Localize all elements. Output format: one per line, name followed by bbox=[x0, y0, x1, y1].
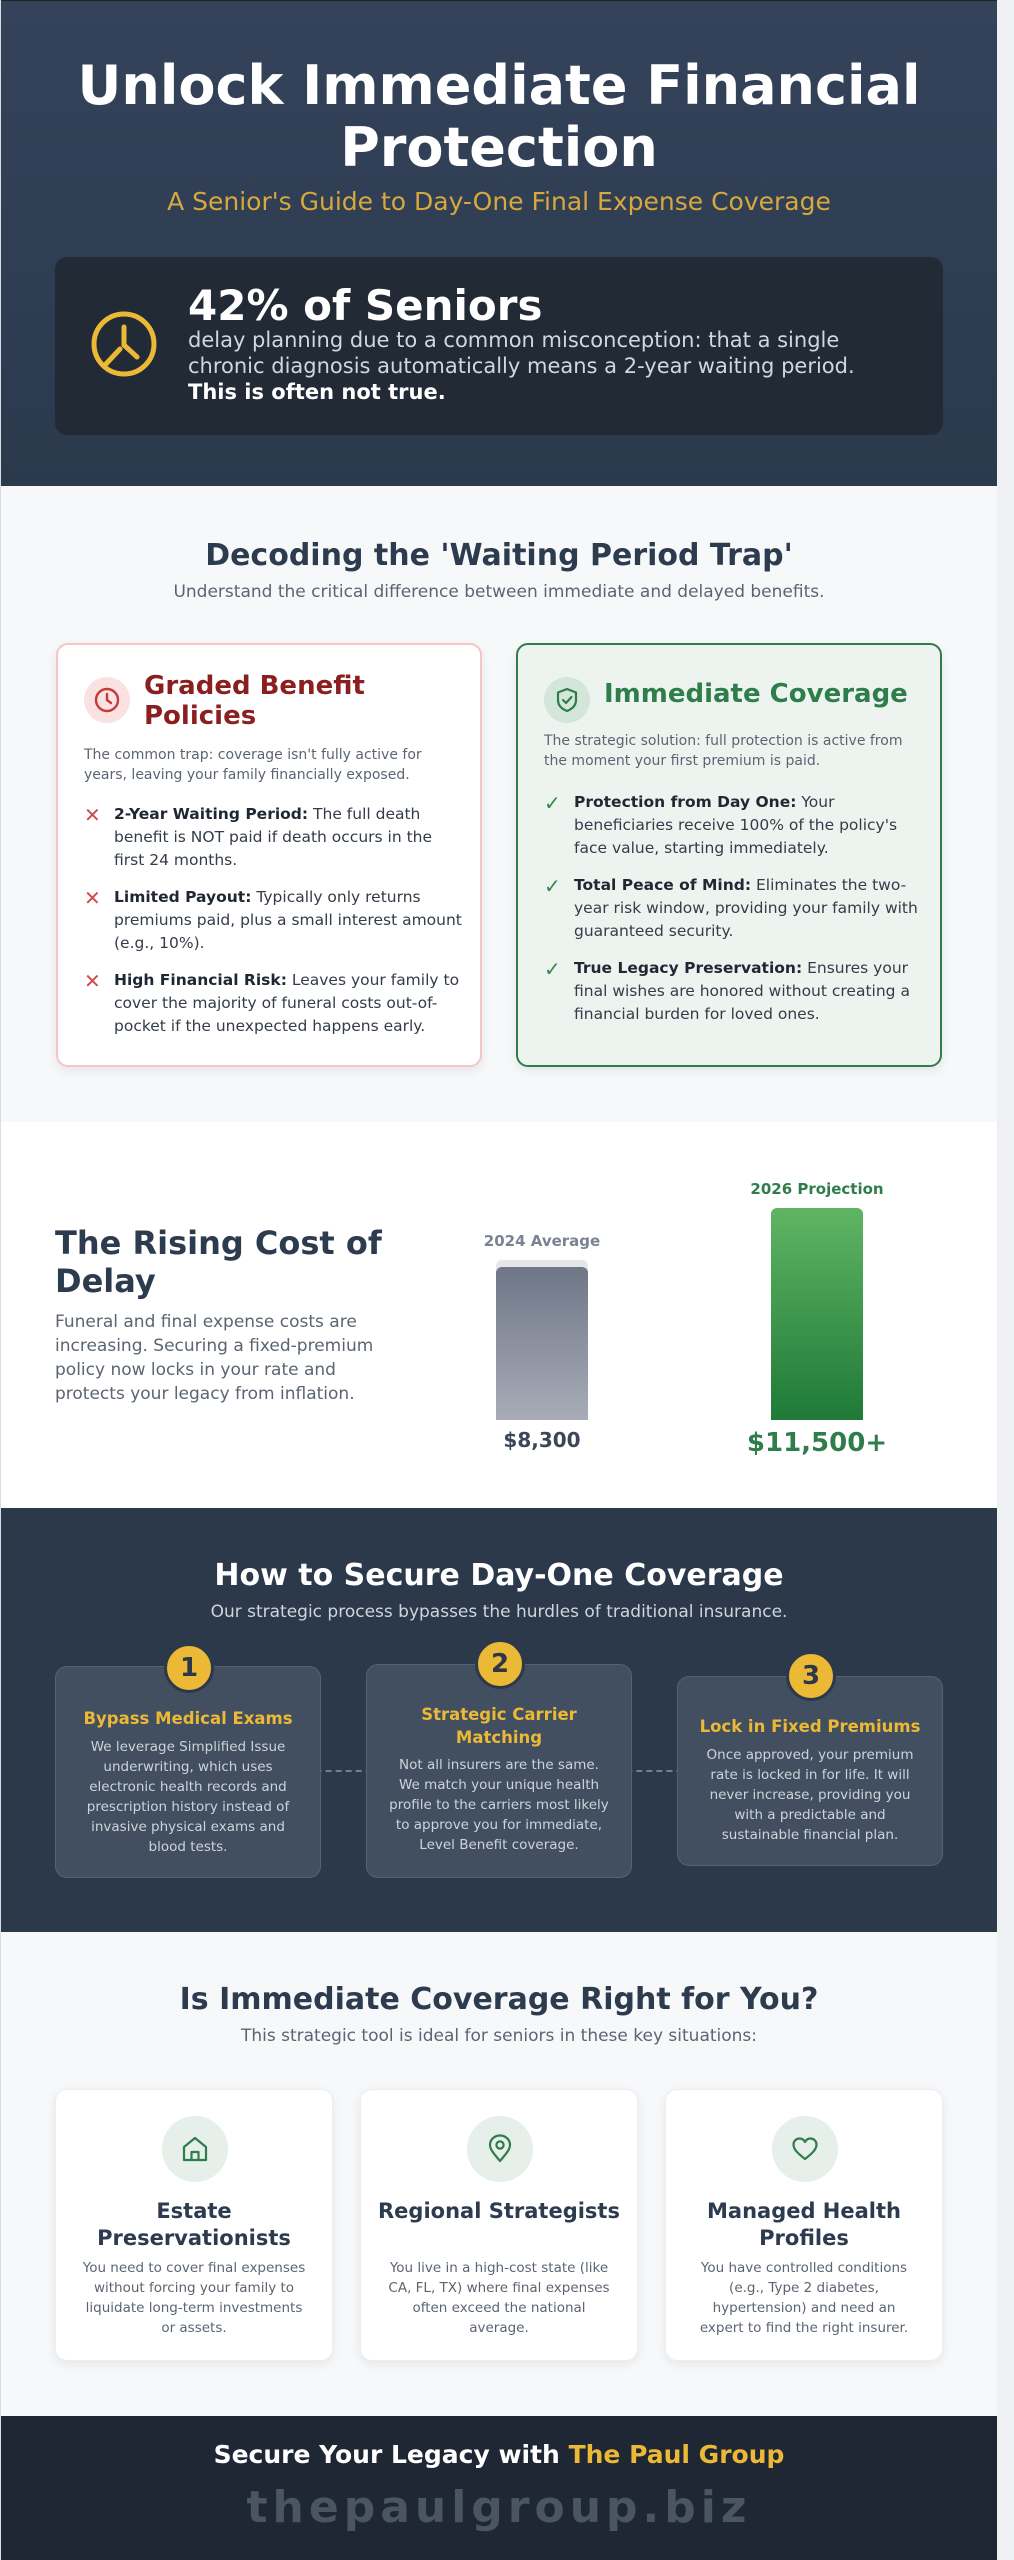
step-text: Once approved, your premium rate is locked in for life. It will never increase, providing you with a predictable and sustainable financial plan. bbox=[706, 1747, 914, 1843]
hero-subtitle: A Senior's Guide to Day-One Final Expense Coverage bbox=[167, 187, 831, 216]
fit-card-text: You need to cover final expenses without forcing your family to liquidate long-term investments or assets. bbox=[82, 2260, 306, 2336]
graded-item-body: Typically only returns premiums paid, plus a small interest amount (e.g., 10%). bbox=[114, 888, 462, 952]
clock-icon bbox=[84, 677, 130, 723]
process-subtitle: Our strategic process bypasses the hurdles of traditional insurance. bbox=[210, 1602, 788, 1622]
graded-item-label: Limited Payout: bbox=[114, 888, 252, 906]
immediate-item-body: Ensures your final wishes are honored without creating a financial burden for loved ones. bbox=[574, 959, 910, 1023]
home-icon bbox=[162, 2116, 228, 2182]
hero-section bbox=[1, 0, 997, 486]
step-number: 3 bbox=[786, 1651, 836, 1701]
x-icon: ✕ bbox=[84, 803, 101, 827]
immediate-item-text bbox=[574, 957, 926, 1026]
graded-item-label: High Financial Risk: bbox=[114, 971, 287, 989]
stat-text bbox=[188, 327, 908, 405]
immediate-title: Immediate Coverage bbox=[604, 679, 908, 709]
immediate-item-text bbox=[574, 791, 926, 860]
step-title: Lock in Fixed Premiums bbox=[699, 1717, 921, 1736]
graded-item-text bbox=[114, 803, 466, 872]
process-section bbox=[1, 1508, 997, 1932]
fit-title: Is Immediate Coverage Right for You? bbox=[179, 1982, 819, 2017]
comparison-title: Decoding the 'Waiting Period Trap' bbox=[205, 538, 793, 573]
clock-slash-icon bbox=[89, 309, 159, 379]
comparison-section bbox=[1, 486, 997, 1122]
chart-value-label: $8,300 bbox=[503, 1428, 581, 1452]
graded-description: The common trap: coverage isn't fully active for years, leaving your family financially exposed. bbox=[84, 747, 422, 783]
chart-bar bbox=[496, 1267, 588, 1420]
process-title: How to Secure Day-One Coverage bbox=[214, 1558, 784, 1593]
footer bbox=[1, 2416, 997, 2560]
check-icon: ✓ bbox=[544, 791, 561, 815]
chart-category-label: 2026 Projection bbox=[750, 1180, 884, 1198]
map-pin-icon bbox=[467, 2116, 533, 2182]
stat-body: delay planning due to a common misconception: that a single chronic diagnosis automatically means a 2-year waiting period. bbox=[188, 328, 855, 378]
x-icon: ✕ bbox=[84, 886, 101, 910]
step-number: 1 bbox=[164, 1643, 214, 1693]
graded-item-text bbox=[114, 969, 466, 1038]
fit-section bbox=[1, 1932, 997, 2416]
stat-emphasis: This is often not true. bbox=[188, 380, 446, 404]
stat-card bbox=[55, 257, 943, 435]
shield-check-icon bbox=[544, 677, 590, 723]
cost-description: Funeral and final expense costs are increasing. Securing a fixed-premium policy now locks in your rate and protects your legacy from inflation. bbox=[55, 1312, 374, 1404]
fit-card bbox=[55, 2089, 333, 2361]
graded-item-body: Leaves your family to cover the majority of funeral costs out-of-pocket if the unexpected happens early. bbox=[114, 971, 460, 1035]
footer-tagline bbox=[1, 2440, 997, 2469]
step-text: Not all insurers are the same. We match your unique health profile to the carriers most likely to approve you for immediate, Level Benefit coverage. bbox=[389, 1757, 609, 1853]
immediate-item-label: True Legacy Preservation: bbox=[574, 959, 803, 977]
hero-title: Unlock Immediate Financial Protection bbox=[77, 54, 921, 179]
process-step bbox=[677, 1661, 943, 1866]
immediate-description: The strategic solution: full protection is active from the moment your first premium is paid. bbox=[544, 733, 903, 769]
immediate-item-body: Eliminates the two-year risk window, providing your family with guaranteed security. bbox=[574, 876, 918, 940]
fit-card bbox=[665, 2089, 943, 2361]
stat-number: 42% of Seniors bbox=[188, 281, 543, 330]
immediate-item-text bbox=[574, 874, 926, 943]
step-title: Bypass Medical Exams bbox=[83, 1709, 293, 1728]
fit-card-title: Regional Strategists bbox=[378, 2199, 620, 2223]
process-step bbox=[55, 1653, 321, 1878]
check-icon: ✓ bbox=[544, 957, 561, 981]
immediate-item-label: Total Peace of Mind: bbox=[574, 876, 752, 894]
graded-item-label: 2-Year Waiting Period: bbox=[114, 805, 309, 823]
step-text: We leverage Simplified Issue underwriting, which uses electronic health records and prescription history instead of invasive physical exams and blood tests. bbox=[86, 1739, 290, 1855]
fit-subtitle: This strategic tool is ideal for seniors in these key situations: bbox=[240, 2026, 758, 2046]
step-number: 2 bbox=[475, 1639, 525, 1689]
chart-category-label: 2024 Average bbox=[483, 1232, 601, 1250]
fit-card-text: You have controlled conditions (e.g., Type 2 diabetes, hypertension) and need an expert to find the right insurer. bbox=[699, 2260, 909, 2336]
heart-icon bbox=[772, 2116, 838, 2182]
process-step bbox=[366, 1649, 632, 1878]
footer-brand: The Paul Group bbox=[568, 2440, 785, 2469]
check-icon: ✓ bbox=[544, 874, 561, 898]
footer-lead: Secure Your Legacy with bbox=[213, 2440, 560, 2469]
fit-card bbox=[360, 2089, 638, 2361]
immediate-coverage-card bbox=[516, 643, 942, 1067]
immediate-item-label: Protection from Day One: bbox=[574, 793, 797, 811]
chart-value-label: $11,500+ bbox=[746, 1428, 888, 1458]
step-title: Strategic Carrier Matching bbox=[421, 1705, 577, 1747]
rising-cost-section bbox=[1, 1122, 997, 1508]
comparison-subtitle: Understand the critical difference between immediate and delayed benefits. bbox=[173, 582, 825, 602]
graded-item-body: The full death benefit is NOT paid if death occurs in the first 24 months. bbox=[114, 805, 433, 869]
footer-url[interactable]: thepaulgroup.biz bbox=[246, 2482, 752, 2533]
x-icon: ✕ bbox=[84, 969, 101, 993]
chart-bar bbox=[771, 1208, 863, 1420]
graded-benefit-card bbox=[56, 643, 482, 1067]
fit-card-title: Managed Health Profiles bbox=[707, 2199, 901, 2250]
fit-card-title: Estate Preservationists bbox=[97, 2199, 291, 2250]
immediate-item-body: Your beneficiaries receive 100% of the policy's face value, starting immediately. bbox=[574, 793, 898, 857]
graded-item-text bbox=[114, 886, 466, 955]
cost-title: The Rising Cost of Delay bbox=[55, 1224, 382, 1300]
fit-card-text: You live in a high-cost state (like CA, FL, TX) where final expenses often exceed the national average. bbox=[388, 2260, 610, 2336]
graded-title: Graded Benefit Policies bbox=[144, 671, 365, 731]
